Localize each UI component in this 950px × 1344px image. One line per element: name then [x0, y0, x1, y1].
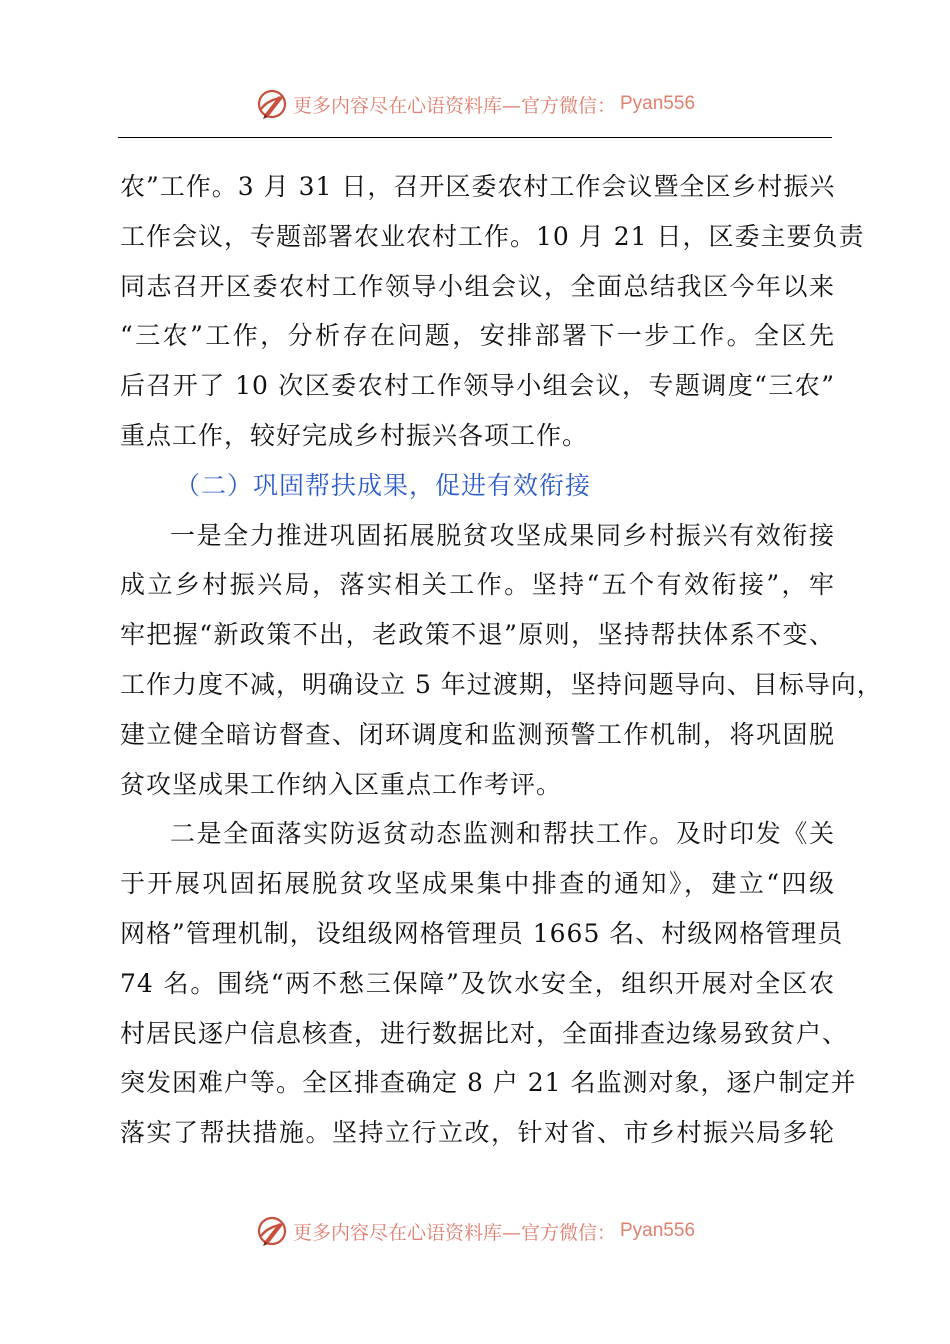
header-rule [118, 137, 832, 138]
text-line: 重点工作，较好完成乡村振兴各项工作。 [120, 420, 589, 450]
text-line: 成立乡村振兴局，落实相关工作。坚持“五个有效衔接”，牢 [120, 570, 835, 600]
text-line: 二是全面落实防返贫动态监测和帮扶工作。及时印发《关 [170, 819, 835, 849]
text-line: 贫攻坚成果工作纳入区重点工作考评。 [120, 769, 563, 799]
banner-text: 更多内容尽在心语资料库—官方微信： [292, 94, 616, 117]
text-line: 工作力度不减，明确设立 5 年过渡期，坚持问题导向、目标导向， [120, 669, 883, 699]
text-line: 一是全力推进巩固拓展脱贫攻坚成果同乡村振兴有效衔接 [170, 520, 835, 550]
text-line: 牢把握“新政策不出，老政策不退”原则，坚持帮扶体系不变、 [120, 620, 835, 650]
pen-logo-icon [255, 1214, 289, 1248]
section-heading: （二）巩固帮扶成果，促进有效衔接 [175, 470, 592, 500]
document-body [120, 162, 883, 1158]
pen-logo-icon [255, 87, 289, 121]
text-line: 后召开了 10 次区委农村工作领导小组会议，专题调度“三农” [120, 371, 835, 401]
text-line: 突发困难户等。全区排查确定 8 户 21 名监测对象，逐户制定并 [120, 1068, 857, 1098]
text-line: 农”工作。3 月 31 日，召开区委农村工作会议暨全区乡村振兴 [120, 172, 836, 201]
text-line: 同志召开区委农村工作领导小组会议，全面总结我区今年以来 [120, 271, 835, 301]
header-banner [0, 84, 950, 124]
text-line: 工作会议，专题部署农业农村工作。10 月 21 日，区委主要负责 [120, 221, 865, 251]
text-line: 于开展巩固拓展脱贫攻坚成果集中排查的通知》，建立“四级 [120, 869, 835, 899]
text-line: 落实了帮扶措施。坚持立行立改，针对省、市乡村振兴局多轮 [120, 1118, 835, 1148]
footer-banner [0, 1211, 950, 1251]
text-line: “三农”工作，分析存在问题，安排部署下一步工作。全区先 [120, 321, 835, 351]
text-line: 74 名。围绕“两不愁三保障”及饮水安全，组织开展对全区农 [120, 968, 835, 998]
text-line: 建立健全暗访督查、闭环调度和监测预警工作机制，将巩固脱 [120, 719, 835, 749]
banner-handle: Pyan556 [620, 93, 696, 114]
banner-text: 更多内容尽在心语资料库—官方微信： [292, 1221, 616, 1244]
banner-handle: Pyan556 [620, 1220, 696, 1241]
text-line: 网格”管理机制，设组级网格管理员 1665 名、村级网格管理员 [120, 918, 844, 948]
text-line: 村居民逐户信息核查，进行数据比对，全面排查边缘易致贫户、 [120, 1018, 849, 1048]
